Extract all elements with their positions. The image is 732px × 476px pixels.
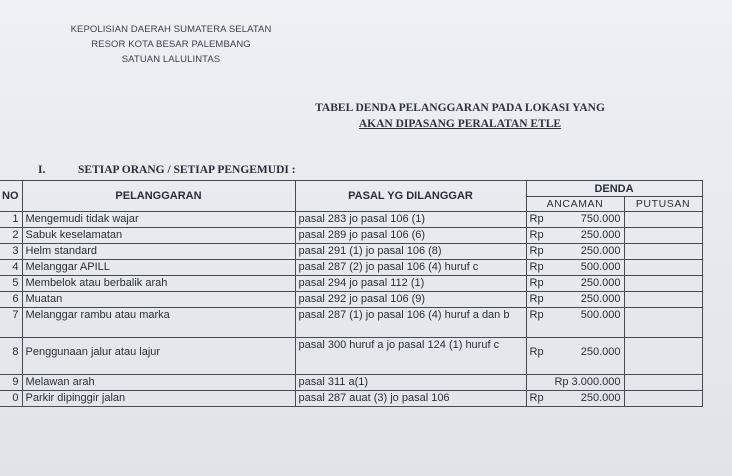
cell-ancaman xyxy=(526,375,624,391)
cell-putusan xyxy=(624,260,702,276)
cell-putusan xyxy=(624,228,702,244)
cell-putusan xyxy=(624,338,702,375)
cell-ancaman xyxy=(526,338,624,375)
currency-label: Rp xyxy=(529,346,544,358)
cell-pelanggaran: Melawan arah xyxy=(22,375,295,391)
table-row xyxy=(0,308,702,338)
cell-no: 7 xyxy=(0,308,22,338)
table-row xyxy=(0,391,702,407)
amount: 250.000 xyxy=(580,229,621,241)
letterhead-line-2: RESOR KOTA BESAR PALEMBANG xyxy=(91,39,251,50)
cell-pelanggaran: Sabuk keselamatan xyxy=(22,228,295,244)
title-line-2: AKAN DIPASANG PERALATAN ETLE xyxy=(358,118,562,130)
cell-ancaman xyxy=(526,276,624,292)
cell-no: 9 xyxy=(0,375,22,391)
cell-no: 6 xyxy=(0,292,22,308)
header-putusan: PUTUSAN xyxy=(624,197,702,212)
letterhead xyxy=(36,22,306,67)
cell-pasal: pasal 291 (1) jo pasal 106 (8) xyxy=(295,244,526,260)
cell-pasal: pasal 287 (1) jo pasal 106 (4) huruf a dan b xyxy=(295,308,526,338)
table-header-row xyxy=(0,181,702,197)
cell-putusan xyxy=(624,244,702,260)
amount: 250.000 xyxy=(580,245,621,257)
table-row xyxy=(0,228,702,244)
table-row xyxy=(0,244,702,260)
cell-putusan xyxy=(624,212,702,228)
cell-pelanggaran: Muatan xyxy=(22,292,295,308)
cell-ancaman xyxy=(526,391,624,407)
currency-label: Rp xyxy=(529,261,544,273)
letterhead-line-1: KEPOLISIAN DAERAH SUMATERA SELATAN xyxy=(70,24,272,35)
cell-pasal: pasal 283 jo pasal 106 (1) xyxy=(295,212,526,228)
currency-label: Rp xyxy=(529,392,544,404)
amount: 500.000 xyxy=(580,309,621,321)
cell-putusan xyxy=(624,276,702,292)
cell-pelanggaran: Penggunaan jalur atau lajur xyxy=(22,338,295,375)
cell-no: 8 xyxy=(0,338,22,375)
cell-ancaman xyxy=(526,212,624,228)
title-line-1: TABEL DENDA PELANGGARAN PADA LOKASI YANG xyxy=(315,102,605,114)
cell-pelanggaran: Membelok atau berbalik arah xyxy=(22,276,295,292)
currency-label: Rp xyxy=(529,293,544,305)
cell-pasal: pasal 300 huruf a jo pasal 124 (1) huruf c xyxy=(295,338,526,375)
cell-ancaman xyxy=(526,260,624,276)
section-label: SETIAP ORANG / SETIAP PENGEMUDI : xyxy=(78,164,296,176)
cell-pelanggaran: Melanggar APILL xyxy=(22,260,295,276)
header-denda: DENDA xyxy=(526,181,702,197)
amount: 250.000 xyxy=(580,277,621,289)
cell-pelanggaran: Melanggar rambu atau marka xyxy=(22,308,295,338)
cell-ancaman xyxy=(526,308,624,338)
cell-ancaman xyxy=(526,228,624,244)
header-pelanggaran: PELANGGARAN xyxy=(22,181,295,212)
cell-pelanggaran: Parkir dipinggir jalan xyxy=(22,391,295,407)
table-row xyxy=(0,260,702,276)
currency-label: Rp xyxy=(529,213,544,225)
cell-pasal: pasal 294 jo pasal 112 (1) xyxy=(295,276,526,292)
amount: 250.000 xyxy=(580,346,621,358)
amount: Rp 3.000.000 xyxy=(554,376,621,388)
cell-no: 5 xyxy=(0,276,22,292)
cell-putusan xyxy=(624,292,702,308)
cell-putusan xyxy=(624,375,702,391)
amount: 250.000 xyxy=(580,293,621,305)
cell-ancaman xyxy=(526,292,624,308)
amount: 750.000 xyxy=(580,213,621,225)
letterhead-line-3: SATUAN LALULINTAS xyxy=(121,54,221,65)
table-row xyxy=(0,212,702,228)
table-row xyxy=(0,375,702,391)
header-no: NO xyxy=(0,181,22,212)
currency-label: Rp xyxy=(529,229,544,241)
header-ancaman: ANCAMAN xyxy=(526,197,624,212)
table-row xyxy=(0,292,702,308)
currency-label: Rp xyxy=(529,309,544,321)
cell-pasal: pasal 287 auat (3) jo pasal 106 xyxy=(295,391,526,407)
cell-pasal: pasal 289 jo pasal 106 (6) xyxy=(295,228,526,244)
cell-putusan xyxy=(624,391,702,407)
cell-no: 2 xyxy=(0,228,22,244)
table-row xyxy=(0,338,702,375)
cell-no: 0 xyxy=(0,391,22,407)
cell-pasal: pasal 287 (2) jo pasal 106 (4) huruf c xyxy=(295,260,526,276)
cell-no: 1 xyxy=(0,212,22,228)
cell-pasal: pasal 311 a(1) xyxy=(295,375,526,391)
cell-putusan xyxy=(624,308,702,338)
document-title xyxy=(260,100,660,132)
cell-pelanggaran: Helm standard xyxy=(22,244,295,260)
cell-no: 3 xyxy=(0,244,22,260)
currency-label: Rp xyxy=(529,277,544,289)
header-pasal: PASAL YG DILANGGAR xyxy=(295,181,526,212)
table-row xyxy=(0,276,702,292)
currency-label: Rp xyxy=(529,245,544,257)
cell-ancaman xyxy=(526,244,624,260)
cell-pelanggaran: Mengemudi tidak wajar xyxy=(22,212,295,228)
cell-pasal: pasal 292 jo pasal 106 (9) xyxy=(295,292,526,308)
amount: 250.000 xyxy=(580,392,621,404)
amount: 500.000 xyxy=(580,261,621,273)
cell-no: 4 xyxy=(0,260,22,276)
section-heading xyxy=(38,164,296,176)
section-number: I. xyxy=(38,164,46,176)
fines-table xyxy=(0,180,703,407)
